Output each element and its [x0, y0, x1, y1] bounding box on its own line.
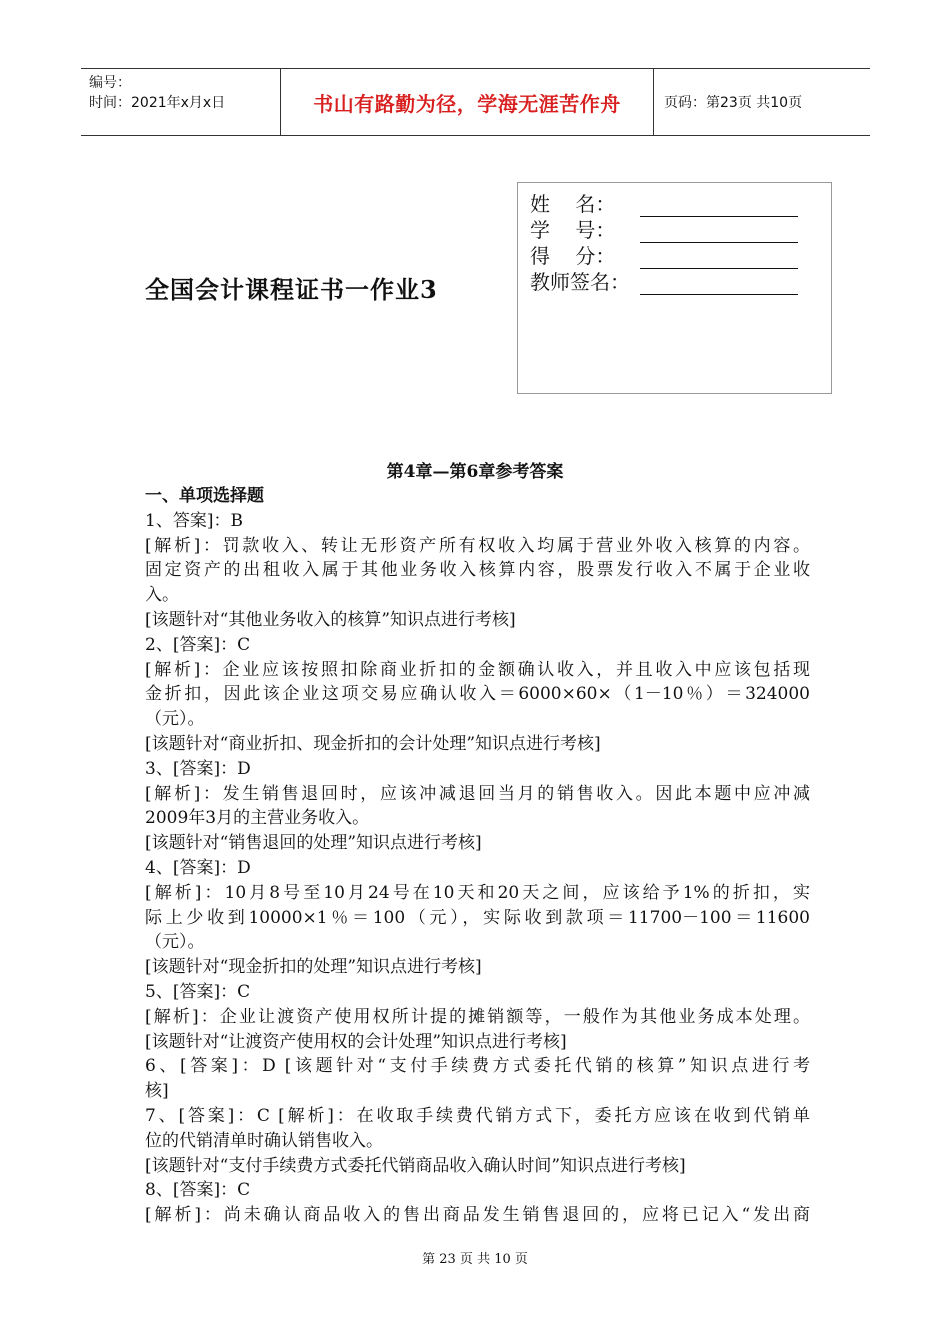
section-title: 第4章—第6章参考答案 — [386, 462, 564, 482]
text-line: 金折扣，因此该企业这项交易应确认收入＝6000×60×（1－10％）＝324000 — [145, 684, 810, 705]
info-label: 教师签名： — [530, 270, 630, 294]
page-header — [81, 68, 870, 136]
text-line: [该题针对“让渡资产使用权的会计处理”知识点进行考核] — [145, 1031, 567, 1052]
subheading: 一、单项选择题 — [145, 486, 264, 506]
info-label: 学 号： — [530, 218, 616, 242]
text-line: [该题针对“支付手续费方式委托代销商品收入确认时间”知识点进行考核] — [145, 1155, 686, 1176]
text-line: [解析]：尚未确认商品收入的售出商品发生销售退回的，应将已记入“发出商 — [145, 1205, 810, 1226]
text-line: 固定资产的出租收入属于其他业务收入核算内容，股票发行收入不属于企业收 — [145, 560, 810, 581]
number-label: 编号： — [89, 75, 131, 91]
text-line: [解析]：罚款收入、转让无形资产所有权收入均属于营业外收入核算的内容。 — [145, 535, 810, 556]
blank-line — [640, 222, 798, 243]
text-line: 2009年3月的主营业务收入。 — [145, 808, 370, 829]
text-line: 7、[答案]：C [解析]：在收取手续费代销方式下，委托方应该在收到代销单 — [145, 1105, 810, 1126]
text-line: 2、[答案]：C — [145, 634, 251, 655]
text-line: 际上少收到10000×1％＝100（元），实际收到款项＝11700－100＝11600 — [145, 907, 810, 928]
document-title: 全国会计课程证书一作业3 — [145, 275, 438, 304]
info-label: 姓 名： — [530, 192, 616, 216]
text-line: 核] — [145, 1081, 169, 1102]
info-label: 得 分： — [530, 244, 616, 268]
text-line: 3、[答案]：D — [145, 758, 251, 779]
text-line: [解析]：10月8号至10月24号在10天和20天之间，应该给予1%的折扣，实 — [145, 882, 810, 903]
text-line: [该题针对“其他业务收入的核算”知识点进行考核] — [145, 609, 516, 630]
text-line: [该题针对“商业折扣、现金折扣的会计处理”知识点进行考核] — [145, 733, 601, 754]
text-line: 5、[答案]：C — [145, 981, 251, 1002]
text-line: 位的代销清单时确认销售收入。 — [145, 1130, 383, 1151]
blank-line — [640, 274, 798, 295]
text-line: 6、[答案]：D [该题针对“支付手续费方式委托代销的核算”知识点进行考 — [145, 1056, 810, 1077]
text-line: 8、[答案]：C — [145, 1180, 251, 1201]
text-line: [解析]：企业应该按照扣除商业折扣的金额确认收入，并且收入中应该包括现 — [145, 659, 810, 680]
blank-line — [640, 248, 798, 269]
student-info-box — [517, 182, 832, 394]
text-line: 1、答案]：B — [145, 510, 243, 531]
text-line: 4、[答案]：D — [145, 857, 251, 878]
header-motto: 书山有路勤为径，学海无涯苦作舟 — [281, 69, 654, 135]
info-row-teacher-signature — [530, 269, 831, 295]
text-line: （元）。 — [145, 709, 205, 730]
text-line: （元）。 — [145, 932, 205, 953]
answer-body — [145, 484, 810, 1228]
text-line: [该题针对“现金折扣的处理”知识点进行考核] — [145, 957, 482, 978]
blank-line — [640, 196, 798, 217]
text-line: [该题针对“销售退回的处理”知识点进行考核] — [145, 833, 482, 854]
text-line: [解析]：发生销售退回时，应该冲减退回当月的销售收入。因此本题中应冲减 — [145, 783, 810, 804]
text-line: 入。 — [145, 585, 179, 606]
page-footer: 第 23 页 共 10 页 — [422, 1252, 528, 1267]
header-meta — [81, 69, 281, 135]
text-line: [解析]：企业让渡资产使用权所计提的摊销额等，一般作为其他业务成本处理。 — [145, 1006, 810, 1027]
time-label: 时间：2021年x月x日 — [89, 95, 226, 111]
header-page-label: 页码：第23页 共10页 — [664, 95, 803, 111]
